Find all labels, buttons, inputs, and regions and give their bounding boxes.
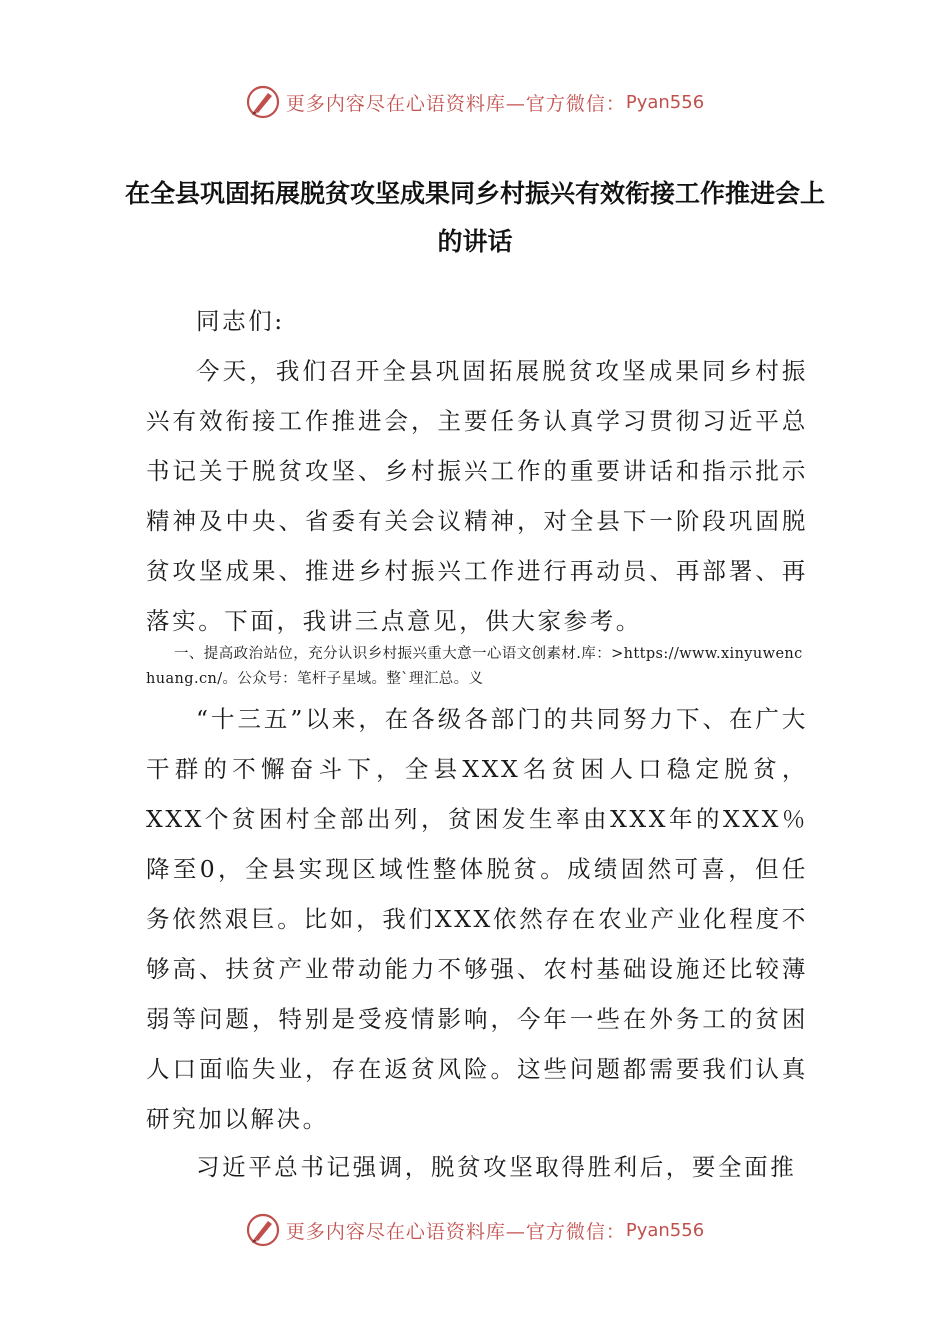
watermark-text: 更多内容尽在心语资料库—官方微信： [285, 92, 626, 115]
watermark-wechat-id: Pyan556 [625, 91, 705, 113]
watermark-text: 更多内容尽在心语资料库—官方微信： [285, 1220, 626, 1243]
pen-logo-icon [246, 1213, 280, 1247]
document-title: 在全县巩固拓展脱贫攻坚成果同乡村振兴有效衔接工作推进会上的讲话 [124, 179, 825, 256]
paragraph-continuation: 习近平总书记强调，脱贫攻坚取得胜利后，要全面推 [196, 1153, 797, 1181]
paragraph-intro: 今天，我们召开全县巩固拓展脱贫攻坚成果同乡村振兴有效衔接工作推进会，主要任务认真学习贯彻习近平总书记关于脱贫攻坚、乡村振兴工作的重要讲话和指示批示精神及中央、省委有关会议精神，对全县下一阶段巩固脱贫攻坚成果、推进乡村振兴工作进行再动员、再部署、再落实。下面，我讲三点意见，供大家参考。 [146, 357, 808, 635]
pen-logo-icon [246, 85, 280, 119]
watermark-banner-top [0, 82, 950, 122]
salutation: 同志们: [196, 307, 285, 335]
section-heading-1: 一、提高政治站位，充分认识乡村振兴重大意一心语文创素材.库：>https://www.xinyuwenchuang.cn/。公众号：笔杆子星域。整`理汇总。义 [146, 646, 803, 687]
watermark-wechat-id: Pyan556 [625, 1219, 705, 1241]
watermark-banner-bottom [0, 1210, 950, 1250]
paragraph-achievements: “十三五”以来，在各级各部门的共同努力下、在广大干群的不懈奋斗下，全县XXX名贫困人口稳定脱贫，XXX个贫困村全部出列，贫困发生率由XXX年的XXX％降至0，全县实现区域性整体脱贫。成绩固然可喜，但任务依然艰巨。比如，我们XXX依然存在农业产业化程度不够高、扶贫产业带动能力不够强、农村基础设施还比较薄弱等问题，特别是受疫情影响，今年一些在外务工的贫困人口面临失业，存在返贫风险。这些问题都需要我们认真研究加以解决。 [146, 705, 808, 1133]
